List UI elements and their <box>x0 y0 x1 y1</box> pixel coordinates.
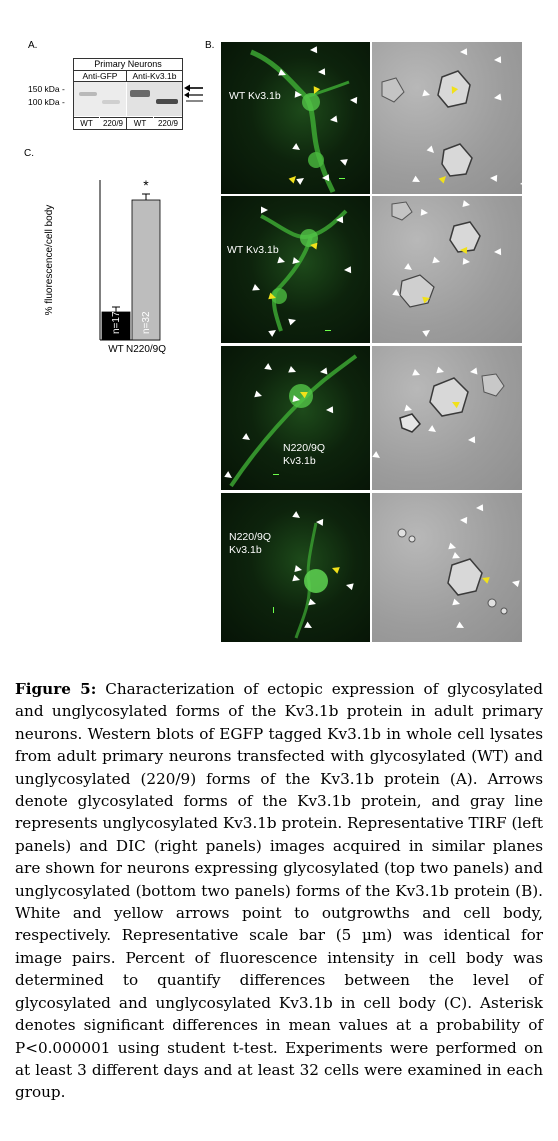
outgrowth-arrow <box>462 200 470 207</box>
outgrowth-arrow <box>448 543 456 550</box>
caption-label: Figure 5: <box>15 680 97 698</box>
micrograph-label-3: N220/9Q Kv3.1b <box>283 442 326 467</box>
outgrowth-arrow <box>340 159 348 166</box>
outgrowth-arrow <box>304 622 312 628</box>
blot-antibody-kv31b: Anti-Kv3.1b <box>127 71 182 82</box>
outgrowth-arrow <box>224 471 232 478</box>
cell-body-arrow <box>482 577 490 584</box>
outgrowth-arrow <box>490 175 497 182</box>
panel-c-label: C. <box>24 148 34 159</box>
outgrowth-arrow <box>460 517 467 524</box>
blot-lane-label: 220/9 <box>100 117 127 129</box>
y-axis-label: % fluorescence/cell body <box>44 204 55 316</box>
outgrowth-arrow <box>346 583 354 590</box>
outgrowth-arrow <box>494 56 501 63</box>
outgrowth-arrow <box>468 436 475 443</box>
outgrowth-arrow <box>372 451 380 458</box>
cell-body-arrow <box>268 293 276 300</box>
outgrowth-arrow <box>320 368 327 375</box>
outgrowth-arrow <box>452 552 460 558</box>
outgrowth-arrow <box>261 207 268 214</box>
outgrowth-arrow <box>268 330 276 337</box>
cell-body-arrow <box>452 402 460 408</box>
outgrowth-arrow <box>494 248 501 255</box>
outgrowth-arrow <box>463 258 470 265</box>
outgrowth-arrow <box>326 406 333 413</box>
outgrowth-arrow <box>476 504 483 511</box>
outgrowth-arrow <box>428 425 436 432</box>
outgrowth-arrow <box>404 263 412 270</box>
blot-title: Primary Neurons <box>74 59 182 71</box>
outgrowth-arrow <box>292 257 300 264</box>
outgrowth-arrow <box>422 90 430 97</box>
outgrowth-arrow <box>422 330 430 337</box>
micrograph-label-4: N220/9Q Kv3.1b <box>229 531 272 556</box>
outgrowth-arrow <box>350 97 357 104</box>
outgrowth-arrow <box>296 178 304 185</box>
cell-body-arrow <box>300 392 308 398</box>
outgrowth-arrow <box>278 69 286 75</box>
significance-marker: * <box>143 177 149 193</box>
blot-lane-label: WT <box>74 117 99 129</box>
cell-body-arrow <box>332 567 340 574</box>
outgrowth-arrow <box>436 367 444 374</box>
outgrowth-arrow <box>295 91 302 98</box>
outgrowth-arrow <box>520 180 527 187</box>
cell-body-arrow <box>422 297 430 304</box>
outgrowth-arrow <box>254 391 262 398</box>
outgrowth-arrow <box>336 216 343 223</box>
outgrowth-arrow <box>392 289 400 296</box>
outgrowth-arrow <box>404 405 412 412</box>
outgrowth-arrow <box>330 116 337 123</box>
outgrowth-arrow <box>288 366 296 372</box>
x-tick-label: N220/9Q <box>125 344 167 355</box>
blot-antibody-gfp: Anti-GFP <box>74 71 127 82</box>
outgrowth-arrow <box>252 284 260 290</box>
outgrowth-arrow <box>460 48 467 55</box>
panel-a-label: A. <box>28 40 38 51</box>
outgrowth-arrow <box>316 519 323 526</box>
cell-body-arrow <box>452 86 458 94</box>
outgrowth-arrow <box>292 575 300 582</box>
outgrowth-arrow <box>322 174 329 181</box>
outgrowth-arrow <box>427 146 434 153</box>
micrograph-label-2: WT Kv3.1b <box>227 244 279 256</box>
cell-body-arrow <box>310 243 317 250</box>
outgrowth-arrow <box>412 176 420 182</box>
outgrowth-arrow <box>310 46 317 53</box>
cell-body-arrow <box>439 176 446 183</box>
outgrowth-arrow <box>292 511 300 518</box>
outgrowth-arrow <box>452 599 460 606</box>
caption-text: Characterization of ectopic expression of glycosylated and unglycosylated forms of the Kv3.1b protein in adult primary neurons. Western blots of EGFP tagged Kv3.1b in whole cell lysates from adult primary neurons transfected with glycosylated (WT) and unglycosylated (220/9) forms of the Kv3.1b protein (A). Arrows denote glycosylated forms of the Kv3.1b protein, and gray line represents unglycosylated Kv3.1b protein. Representative TIRF (left panels) and DIC (right panels) images acquired in similar planes are shown for neurons expressing glycosylated (top two panels) and unglycosylated (bottom two panels) forms of the Kv3.1b protein (B). White and yellow arrows point to outgrowths and cell body, respectively. Representative scale bar (5 µm) was identical for image pairs. Percent of fluorescence intensity in cell body was determined to quantify differences between the level of glycosylated and unglycosylated Kv3.1b in cell body (C). Asterisk denotes significant differences in mean values at a probability of P<0.000001 using student t-test. Experiments were performed on at least 3 different days and at least 32 cells were examined in each group. <box>15 680 543 1102</box>
mw-marker-150: 150 kDa - <box>28 84 65 94</box>
outgrowth-arrow <box>456 622 464 628</box>
bar-n-label: n=17 <box>111 311 122 334</box>
outgrowth-arrow <box>432 257 440 264</box>
outgrowth-arrow <box>512 580 520 587</box>
outgrowth-arrow <box>412 369 420 375</box>
outgrowth-arrow <box>421 209 428 216</box>
outgrowth-arrow <box>288 319 296 326</box>
panel-b-label: B. <box>205 40 215 51</box>
outgrowth-arrow <box>344 266 351 273</box>
outgrowth-arrow <box>494 94 501 101</box>
outgrowth-arrow <box>318 68 325 75</box>
cell-body-arrow <box>460 247 467 254</box>
outgrowth-arrow <box>277 257 285 264</box>
cell-body-arrow <box>314 86 320 94</box>
blot-lane-label: 220/9 <box>154 117 182 129</box>
outgrowth-arrow <box>264 363 272 370</box>
bar-n-label: n=32 <box>141 311 152 334</box>
outgrowth-arrow <box>294 565 302 572</box>
mw-marker-100: 100 kDa - <box>28 97 65 107</box>
blot-lane-label: WT <box>127 117 153 129</box>
x-tick-label: WT <box>108 344 124 355</box>
outgrowth-arrow <box>242 433 250 440</box>
outgrowth-arrow <box>292 143 300 150</box>
outgrowth-arrow <box>308 599 316 606</box>
cell-body-arrow <box>289 176 296 183</box>
outgrowth-arrow <box>470 368 477 375</box>
micrograph-label-1: WT Kv3.1b <box>229 90 281 102</box>
outgrowth-arrow <box>292 395 300 402</box>
figure-caption <box>15 678 543 1104</box>
